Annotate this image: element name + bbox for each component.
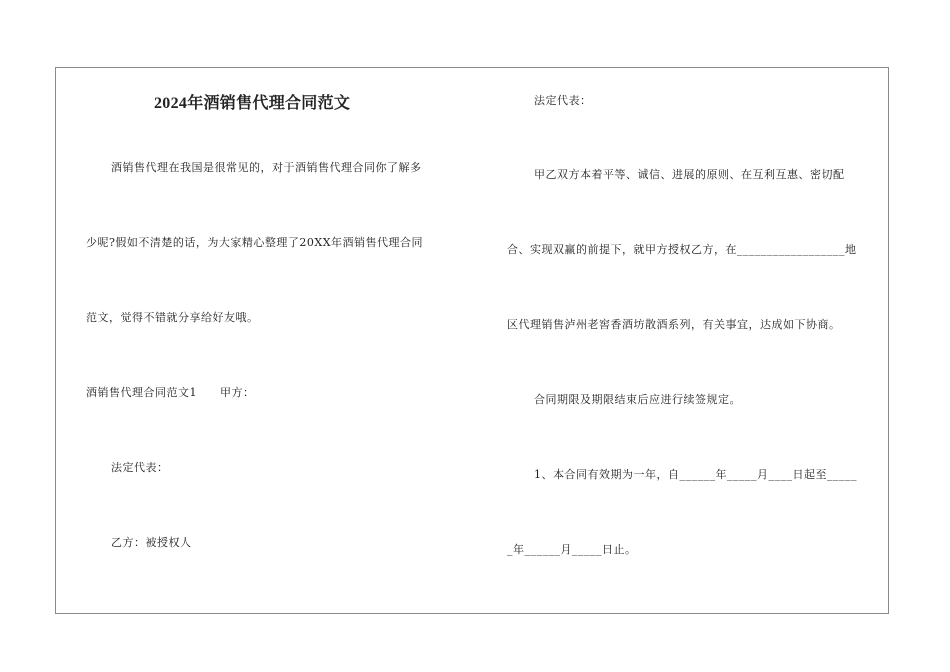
contract-heading: 酒销售代理合同范文1 甲方： <box>86 386 255 399</box>
clause-1-line-1: 1、本合同有效期为一年，自______年_____月____日起至_____ <box>534 468 857 481</box>
intro-line-2: 少呢?假如不清楚的话，为大家精心整理了20XX年酒销售代理合同 <box>86 236 424 249</box>
para1-line-1: 甲乙双方本着平等、诚信、进展的原则、在互利互惠、密切配 <box>534 168 845 181</box>
intro-line-3: 范文，觉得不错就分享给好友哦。 <box>86 311 259 324</box>
legal-rep-right: 法定代表： <box>534 94 592 107</box>
legal-rep-left: 法定代表： <box>111 461 169 474</box>
document-page-frame <box>55 67 889 614</box>
document-title: 2024年酒销售代理合同范文 <box>154 95 351 112</box>
intro-line-1: 酒销售代理在我国是很常见的，对于酒销售代理合同你了解多 <box>111 161 422 174</box>
term-heading: 合同期限及期限结束后应进行续签规定。 <box>534 393 741 406</box>
clause-1-line-2: _年______月_____日止。 <box>507 543 637 556</box>
para1-line-2: 合、实现双赢的前提下，就甲方授权乙方，在__________________地 <box>507 243 857 256</box>
party-b-line: 乙方：被授权人 <box>111 536 192 549</box>
para1-line-3: 区代理销售泸州老窖香酒坊散酒系列，有关事宜，达成如下协商。 <box>507 318 841 331</box>
